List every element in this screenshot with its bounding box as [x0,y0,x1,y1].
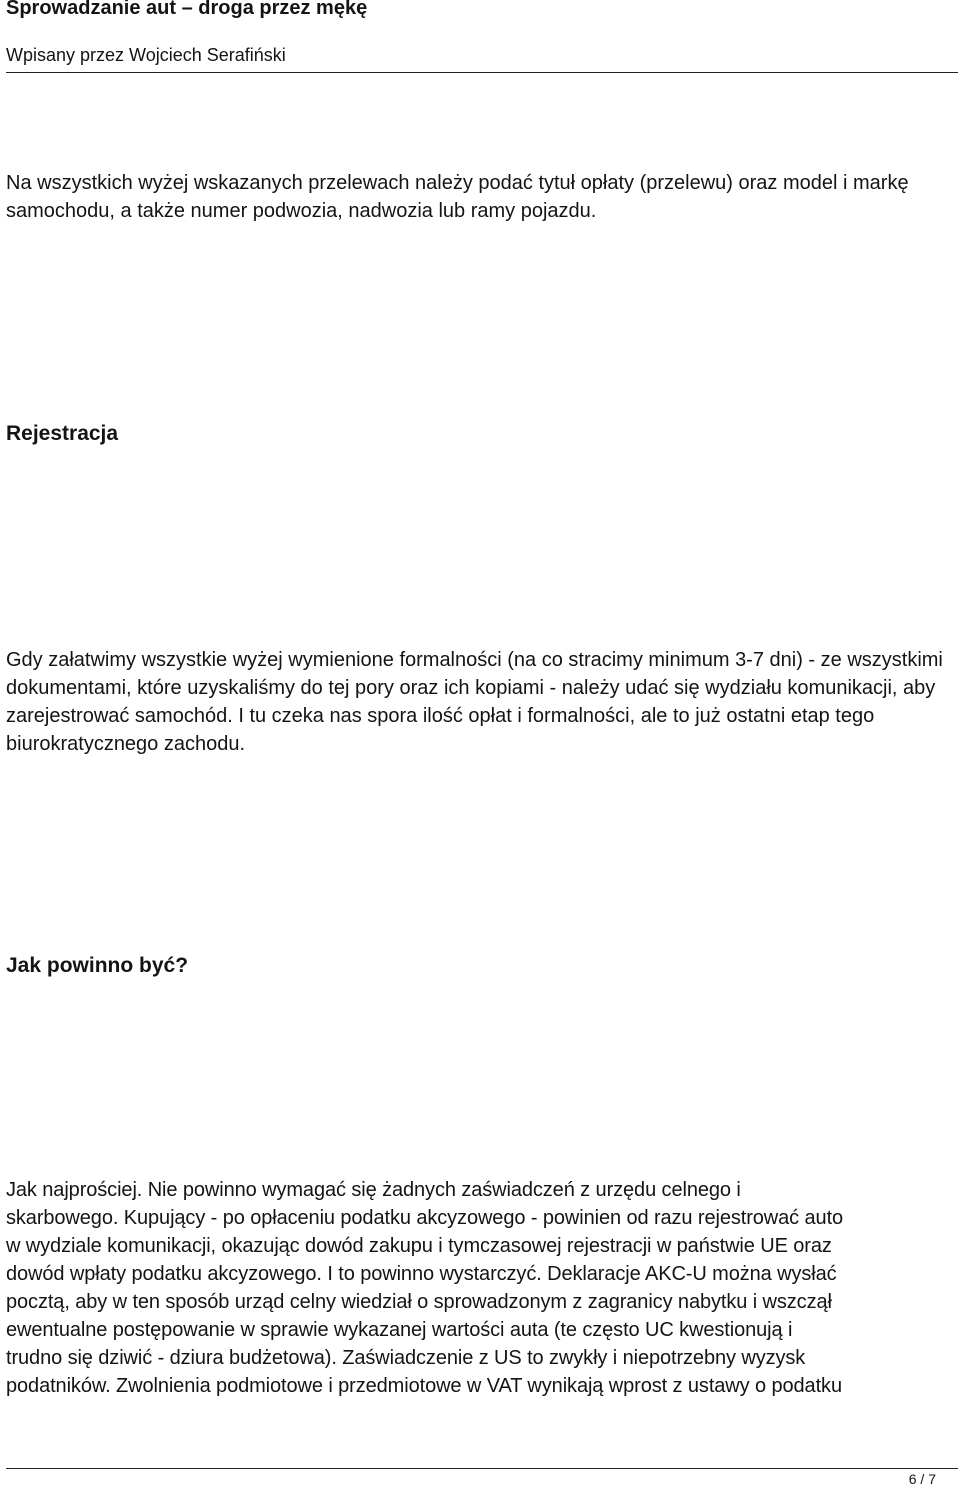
paragraph-registration: Gdy załatwimy wszystkie wyżej wymienione formalności (na co stracimy minimum 3-7 dni) - ze wszystkimi dokumentami, które uzyskaliśmy do tej pory oraz ich kopiami - należy udać się wydziału komunikacji, aby zarejestrować samochód. I tu czeka nas spora ilość opłat i formalności, ale to już ostatni etap tego biurokratycznego zachodu. [6,649,943,755]
text-line: ewentualne postępowanie w sprawie wykazanej wartości auta (te często UC kwestionują i [6,1319,793,1341]
heading-rejestracja: Rejestracja [6,422,119,445]
text-line: podatników. Zwolnienia podmiotowe i przedmiotowe w VAT wynikają wprost z ustawy o podatku [6,1375,842,1397]
text-line: pocztą, aby w ten sposób urząd celny wiedział o sprowadzonym z zagranicy nabytku i wszczął [6,1291,832,1313]
page-number: 6 / 7 [908,1471,936,1487]
footer-divider [6,1468,958,1469]
paragraph-payments-note: Na wszystkich wyżej wskazanych przelewach należy podać tytuł opłaty (przelewu) oraz model i markę samochodu, a także numer podwozia, nadwozia lub ramy pojazdu. [6,172,909,222]
text-line: w wydziale komunikacji, okazując dowód zakupu i tymczasowej rejestracji w państwie UE oraz [6,1235,832,1257]
paragraph-how-it-should-be [6,1176,958,1400]
text-line: skarbowego. Kupujący - po opłaceniu podatku akcyzowego - powinien od razu rejestrować auto [6,1207,844,1229]
text-line: trudno się dziwić - dziura budżetowa). Zaświadczenie z US to zwykły i niepotrzebny wyzysk [6,1347,806,1369]
document-title: Sprowadzanie aut – droga przez mękę [6,0,368,19]
header-divider [6,72,958,73]
text-line: dowód wpłaty podatku akcyzowego. I to powinno wystarczyć. Deklaracje AKC-U można wysłać [6,1263,837,1285]
author-line: Wpisany przez Wojciech Serafiński [6,45,286,65]
heading-jak-powinno-byc: Jak powinno być? [6,954,189,977]
text-line: Jak najprościej. Nie powinno wymagać się żadnych zaświadczeń z urzędu celnego i [6,1179,741,1201]
